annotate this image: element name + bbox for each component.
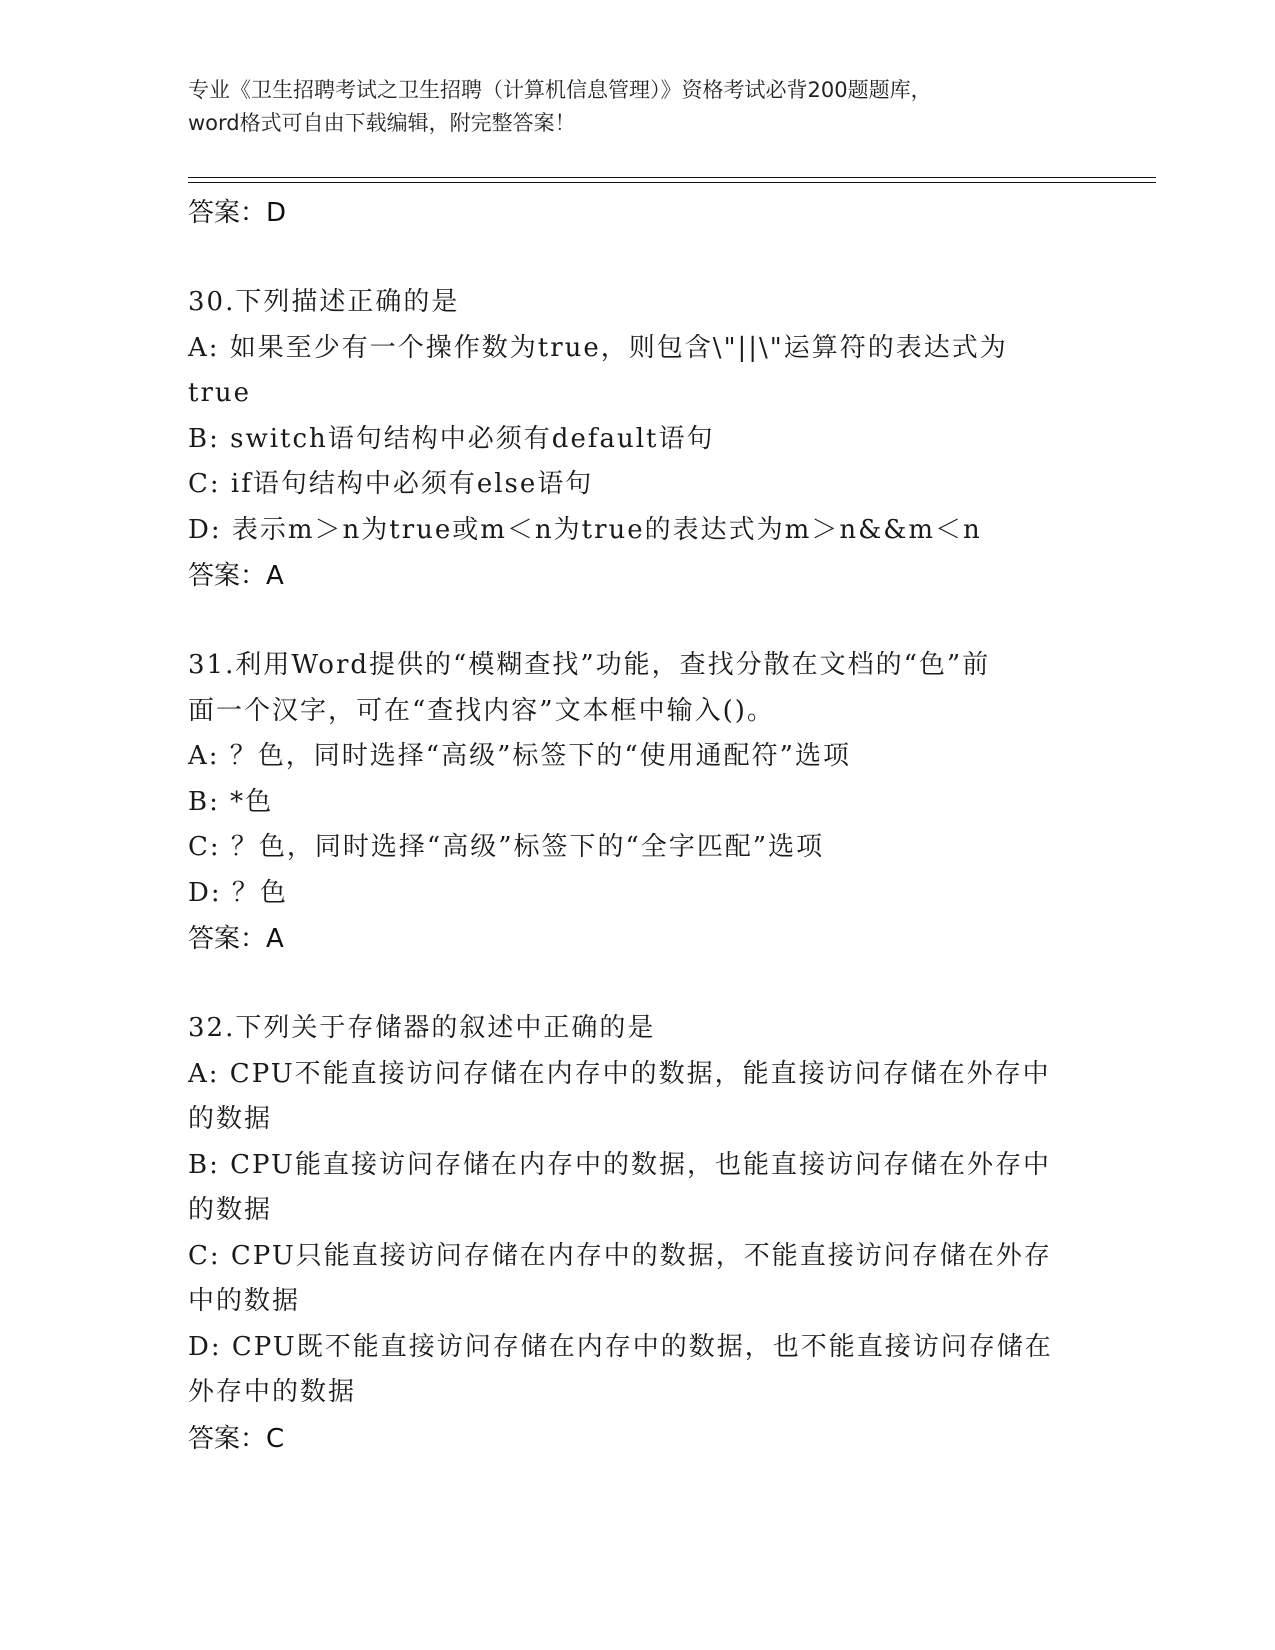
answer: 答案：A [188, 561, 284, 591]
document-body [188, 190, 1068, 1462]
option-text: D: ？色 [188, 877, 288, 908]
question-stem: 31.利用Word提供的“模糊查找”功能，查找分散在文档的“色”前 [188, 650, 991, 680]
option-d [188, 871, 1068, 917]
option-b [188, 417, 1068, 463]
option-d [188, 508, 1068, 554]
header-divider-bottom [188, 182, 1156, 183]
option-text: B: CPU能直接访问存储在内存中的数据，也能直接访问存储在外存中 [188, 1149, 1051, 1180]
document-header [188, 74, 1088, 140]
option-text: D: 表示m＞n为true或m＜n为true的表达式为m＞n&&m＜n [188, 514, 982, 545]
header-line-1: 专业《卫生招聘考试之卫生招聘（计算机信息管理）》资格考试必背200题题库， [188, 78, 932, 102]
option-text: B: *色 [188, 786, 274, 817]
question-32 [188, 1006, 1068, 1462]
option-text-continued: 中的数据 [188, 1286, 301, 1316]
option-text: C: CPU只能直接访问存储在内存中的数据，不能直接访问存储在外存 [188, 1240, 1052, 1271]
option-text: A: ？色，同时选择“高级”标签下的“使用通配符”选项 [188, 741, 851, 771]
option-text: D: CPU既不能直接访问存储在内存中的数据，也不能直接访问存储在 [188, 1331, 1053, 1362]
option-text: A: 如果至少有一个操作数为true，则包含\"||\"运算符的表达式为 [188, 332, 1008, 363]
option-b [188, 1143, 1068, 1234]
option-a [188, 326, 1068, 417]
header-divider-top [188, 177, 1156, 178]
question-stem: 30.下列描述正确的是 [188, 287, 460, 317]
option-text: A: CPU不能直接访问存储在内存中的数据，能直接访问存储在外存中 [188, 1058, 1051, 1089]
option-a [188, 734, 1068, 780]
option-text: C: if语句结构中必须有else语句 [188, 469, 594, 499]
option-b [188, 780, 1068, 826]
answer: 答案：C [188, 1423, 285, 1454]
option-d [188, 1325, 1068, 1416]
option-text: B: switch语句结构中必须有default语句 [188, 423, 715, 454]
question-stem: 32.下列关于存储器的叙述中正确的是 [188, 1013, 656, 1043]
question-31 [188, 643, 1068, 962]
option-c [188, 1234, 1068, 1325]
option-text-continued: true [188, 378, 252, 408]
option-text-continued: 的数据 [188, 1195, 273, 1225]
option-a [188, 1052, 1068, 1143]
option-text-continued: 外存中的数据 [188, 1377, 357, 1407]
question-30 [188, 280, 1068, 599]
question-stem-continued: 面一个汉字，可在“查找内容”文本框中输入()。 [188, 695, 775, 726]
option-c [188, 825, 1068, 871]
header-line-2: word格式可自由下载编辑，附完整答案！ [188, 111, 576, 135]
answer: 答案：A [188, 924, 284, 954]
option-c [188, 462, 1068, 508]
previous-answer: 答案：D [188, 198, 287, 228]
option-text: C: ？色，同时选择“高级”标签下的“全字匹配”选项 [188, 832, 825, 862]
option-text-continued: 的数据 [188, 1104, 273, 1134]
